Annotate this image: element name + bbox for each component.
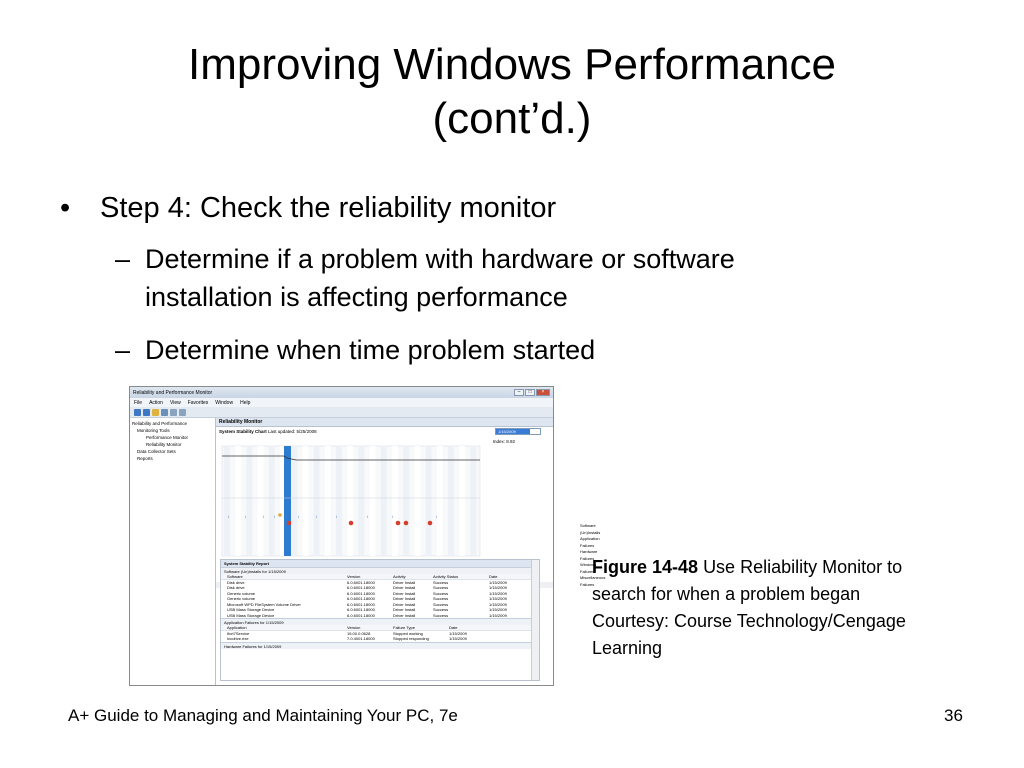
chart-day-column bbox=[358, 446, 364, 556]
legend-software-installs: Software (Un)Installs bbox=[580, 523, 601, 535]
chart-title: System Stability Chart bbox=[219, 429, 267, 434]
sub-dash: – bbox=[115, 335, 131, 365]
footer-book-title: A+ Guide to Managing and Maintaining Your PC, 7e bbox=[68, 706, 458, 725]
col-version: Version bbox=[347, 574, 361, 579]
help-icon bbox=[179, 409, 186, 416]
reliability-monitor-screenshot bbox=[129, 386, 606, 686]
menu-bar bbox=[130, 398, 553, 407]
figure-courtesy: Courtesy: Course Technology/Cengage Learning bbox=[592, 611, 906, 658]
installs-rows bbox=[221, 580, 539, 619]
legend-misc-failures: Miscellaneous Failures bbox=[580, 575, 606, 587]
info-icon: i bbox=[316, 514, 317, 519]
figure-caption bbox=[592, 554, 922, 662]
legend-application-failures: Application Failures bbox=[580, 536, 600, 548]
forward-icon bbox=[143, 409, 150, 416]
col-activity: Activity bbox=[393, 574, 406, 579]
folder-icon bbox=[152, 409, 159, 416]
minimize-icon: – bbox=[514, 389, 524, 396]
close-icon: × bbox=[536, 389, 550, 396]
table-row: Disk drive 6.0.6001.18000 Driver Install Success 1/15/2009 bbox=[227, 579, 507, 585]
col-date: Date bbox=[489, 574, 498, 579]
tree-monitoring-tools: Monitoring Tools bbox=[137, 428, 170, 433]
menu-favorites: Favorites bbox=[187, 399, 209, 406]
window-titlebar bbox=[130, 387, 553, 398]
slide-title bbox=[0, 38, 1024, 146]
bullet-step4 bbox=[60, 190, 556, 226]
report-section-app-failures: Application Failures for 1/15/2009 bbox=[221, 618, 539, 625]
chart-day-column bbox=[381, 446, 387, 556]
sub-bullet-1 bbox=[115, 240, 915, 316]
report-section-installs: Software (Un)Installs for 1/15/2009 bbox=[221, 567, 539, 574]
table-row: USB Mass Storage Device 6.0.6001.18000 Driver Install Success 1/15/2009 bbox=[227, 612, 507, 618]
slide-title-line1: Improving Windows Performance bbox=[187, 40, 836, 89]
info-icon: i bbox=[367, 514, 368, 519]
info-icon: i bbox=[336, 514, 337, 519]
chart-columns bbox=[224, 446, 476, 556]
chart-day-column bbox=[302, 446, 308, 556]
page-number: 36 bbox=[944, 706, 963, 725]
info-icon: i bbox=[436, 514, 437, 519]
pane-title: Reliability Monitor bbox=[216, 418, 553, 427]
chart-day-column bbox=[459, 446, 465, 556]
chart-day-column bbox=[414, 446, 420, 556]
info-icon: i bbox=[298, 514, 299, 519]
info-icon: i bbox=[228, 514, 229, 519]
report-scrollbar bbox=[531, 560, 539, 680]
table-row: Generic volume 6.0.6001.18000 Driver Install Success 1/15/2009 bbox=[227, 596, 507, 601]
col-version: Version bbox=[347, 625, 361, 630]
info-icon: i bbox=[288, 514, 289, 519]
stability-report bbox=[220, 559, 540, 681]
menu-window: Window bbox=[215, 399, 234, 406]
date-dropdown-value: 1/15/2009 bbox=[496, 429, 530, 434]
sub-bullet-1-line1: Determine if a problem with hardware or software bbox=[145, 244, 735, 274]
info-icon: i bbox=[274, 514, 275, 519]
toolbar bbox=[130, 407, 553, 418]
chart-day-column bbox=[235, 446, 241, 556]
chart-day-column bbox=[347, 446, 353, 556]
stability-index: Index: 8.92 bbox=[492, 439, 515, 444]
menu-file: File bbox=[134, 399, 143, 406]
failure-marker bbox=[349, 521, 354, 526]
sub-dash: – bbox=[115, 244, 131, 274]
chart-day-column bbox=[258, 446, 264, 556]
col-activity-status: Activity Status bbox=[433, 574, 459, 579]
figure-number: Figure 14-48 bbox=[592, 557, 699, 577]
legend-windows-failures: Windows Failures bbox=[580, 562, 597, 574]
tree-reports: Reports bbox=[137, 456, 153, 461]
figure-text: Use Reliability Monitor to search for when a problem began bbox=[592, 557, 903, 604]
last-updated: Last updated: 5/25/2008 bbox=[268, 429, 317, 434]
chart-day-column bbox=[470, 446, 476, 556]
table-row: Microsoft WPD FileSystem Volume Driver 6.0.6001.18000 Driver Install Success 1/15/2009 bbox=[227, 601, 507, 607]
chart-day-column bbox=[336, 446, 342, 556]
chart-day-column bbox=[246, 446, 252, 556]
table-row: Ifcrt7Service 15.00.0.0628 Stopped working 1/15/2009 bbox=[227, 630, 467, 636]
slide-title-line2: (cont’d.) bbox=[432, 94, 592, 143]
sub-bullet-1-line2: installation is affecting performance bbox=[145, 282, 568, 312]
chart-day-column bbox=[437, 446, 443, 556]
properties-icon bbox=[170, 409, 177, 416]
chart-day-column bbox=[291, 446, 297, 556]
tree-performance-monitor: Performance Monitor bbox=[146, 435, 189, 440]
chart-day-column bbox=[325, 446, 331, 556]
tree-data-collector-sets: Data Collector Sets bbox=[137, 449, 176, 454]
date-dropdown bbox=[495, 428, 541, 435]
failure-marker bbox=[404, 521, 409, 526]
col-software: Software bbox=[227, 574, 243, 579]
bullet-dot: • bbox=[60, 192, 71, 224]
failure-marker bbox=[287, 521, 292, 526]
menu-action: Action bbox=[149, 399, 163, 406]
report-title: System Stability Report bbox=[221, 560, 539, 567]
selected-day-column bbox=[284, 446, 291, 556]
col-failure-type: Failure Type bbox=[393, 625, 415, 630]
chart-header bbox=[219, 429, 317, 434]
col-date: Date bbox=[449, 625, 458, 630]
table-row: Incdrive.exe 7.0.4001.18000 Stopped responding 1/15/2009 bbox=[227, 636, 467, 641]
chart-day-column bbox=[224, 446, 230, 556]
failure-marker bbox=[396, 521, 401, 526]
failure-marker bbox=[428, 521, 433, 526]
warning-marker bbox=[278, 513, 282, 517]
table-row: Generic volume 6.0.6001.18000 Driver Install Success 1/15/2009 bbox=[227, 590, 507, 596]
menu-help: Help bbox=[240, 399, 251, 406]
col-application: Application bbox=[227, 625, 247, 630]
info-icon: i bbox=[263, 514, 264, 519]
chart-day-column bbox=[426, 446, 432, 556]
chart-day-column bbox=[269, 446, 275, 556]
info-icon: i bbox=[245, 514, 246, 519]
table-row: USB Mass Storage Device 6.0.6001.18000 Driver Install Success 1/15/2009 bbox=[227, 607, 507, 612]
navigation-tree bbox=[130, 418, 216, 685]
maximize-icon: □ bbox=[525, 389, 535, 396]
info-icon: i bbox=[392, 514, 393, 519]
chart-day-column bbox=[314, 446, 320, 556]
sub-bullet-2-line1: Determine when time problem started bbox=[145, 335, 596, 365]
view-icon bbox=[161, 409, 168, 416]
chart-day-column bbox=[370, 446, 376, 556]
table-row: Disk drive 6.0.6001.18000 Driver Install Success 1/15/2009 bbox=[227, 585, 507, 590]
back-icon bbox=[134, 409, 141, 416]
window-title: Reliability and Performance Monitor bbox=[133, 389, 213, 396]
bullet-text: Step 4: Check the reliability monitor bbox=[100, 192, 557, 224]
tree-root: Reliability and Performance bbox=[132, 421, 188, 426]
report-section-hw-failures: Hardware Failures for 1/15/2009 bbox=[221, 642, 539, 649]
sub-bullet-2 bbox=[115, 331, 915, 369]
chart-day-column bbox=[403, 446, 409, 556]
chart-day-column bbox=[448, 446, 454, 556]
tree-reliability-monitor: Reliability Monitor bbox=[146, 442, 182, 447]
menu-view: View bbox=[169, 399, 181, 406]
legend-hardware-failures: Hardware Failures bbox=[580, 549, 598, 561]
chart-day-column bbox=[392, 446, 398, 556]
